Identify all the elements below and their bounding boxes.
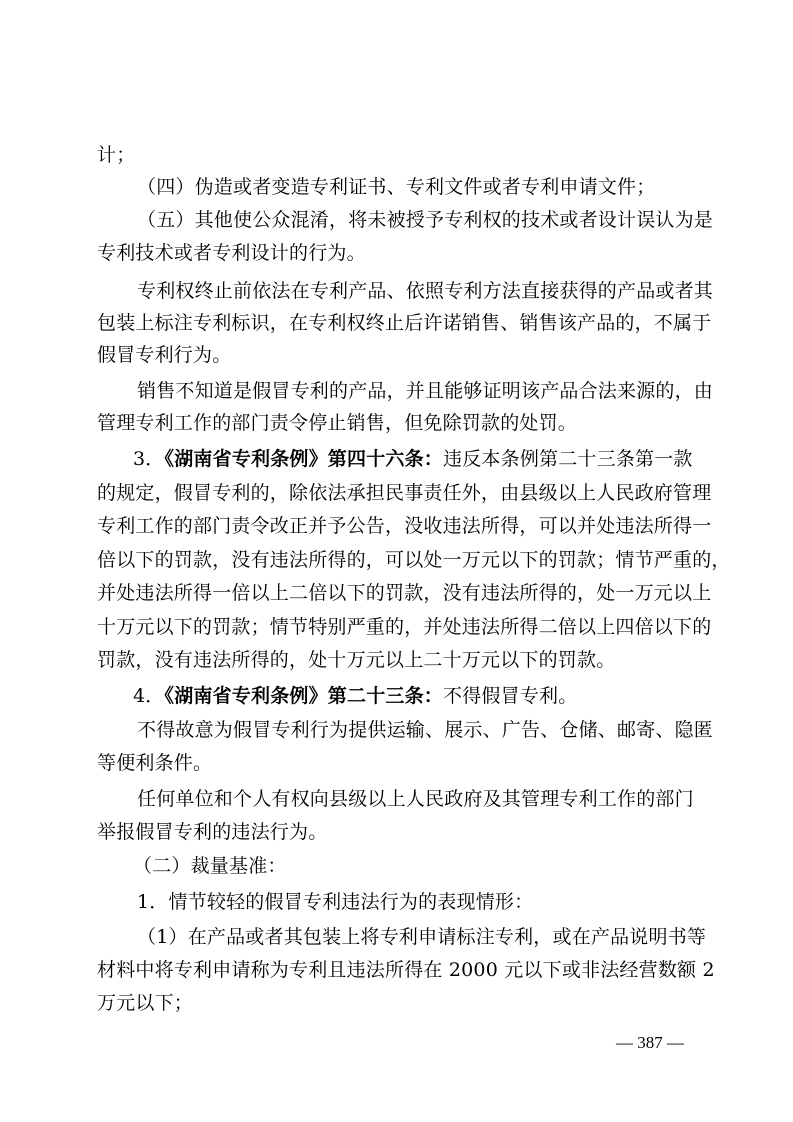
text-line [0,681,793,711]
text-line: 材料中将专利申请称为专利且违法所得在 2000 元以下或非法经营数额 2 [97,959,715,981]
text-line: 专利权终止前依法在专利产品、依照专利方法直接获得的产品或者其 [137,280,714,302]
text-line: 的规定，假冒专利的，除依法承担民事责任外，由县级以上人民政府管理 [97,482,712,504]
text-line: 销售不知道是假冒专利的产品，并且能够证明该产品合法来源的，由 [137,380,714,402]
regulation-citation: 《湖南省专利条例》第四十六条： [164,448,444,470]
text-line: 1．情节较轻的假冒专利违法行为的表现情形： [137,891,534,913]
text-line: 举报假冒专利的违法行为。 [97,821,328,843]
section-heading: （二）裁量基准： [133,855,287,877]
text-line: 万元以下； [97,992,194,1014]
text-line: （四）伪造或者变造专利证书、专利文件或者专利申请文件； [137,176,656,198]
text-line: 任何单位和个人有权向县级以上人民政府及其管理专利工作的部门 [137,788,694,810]
text-line: 专利技术或者专利设计的行为。 [97,242,366,264]
item-number: 3． [133,448,165,470]
regulation-citation: 《湖南省专利条例》第二十三条： [164,685,444,707]
text-span: 违反本条例第二十三条第一款 [443,448,693,470]
text-line: 包装上标注专利标识，在专利权终止后许诺销售、销售该产品的，不属于 [97,312,712,334]
text-line [0,444,793,474]
text-line: 等便利条件。 [97,752,213,774]
item-number: 4． [133,685,165,707]
text-line: （1）在产品或者其包装上将专利申请标注专利，或在产品说明书等 [137,926,707,948]
text-line: 不得故意为假冒专利行为提供运输、展示、广告、仓储、邮寄、隐匿 [137,719,714,741]
text-line: （五）其他使公众混淆，将未被授予专利权的技术或者设计误认为是 [137,209,714,231]
page-number: — 387 — [616,1033,684,1052]
text-line: 专利工作的部门责令改正并予公告，没收违法所得，可以并处违法所得一 [97,515,712,537]
text-line: 管理专利工作的部门责令停止销售，但免除罚款的处罚。 [97,412,578,434]
text-line: 十万元以下的罚款；情节特别严重的，并处违法所得二倍以上四倍以下的 [97,616,712,638]
text-span: 不得假冒专利。 [443,685,578,707]
text-line: 计； [97,144,136,166]
text-line: 倍以下的罚款，没有违法所得的，可以处一万元以下的罚款；情节严重的， [97,549,731,571]
text-line: 假冒专利行为。 [97,344,232,366]
text-line: 并处违法所得一倍以上二倍以下的罚款，没有违法所得的，处一万元以上 [97,582,712,604]
text-line: 罚款，没有违法所得的，处十万元以上二十万元以下的罚款。 [97,649,616,671]
